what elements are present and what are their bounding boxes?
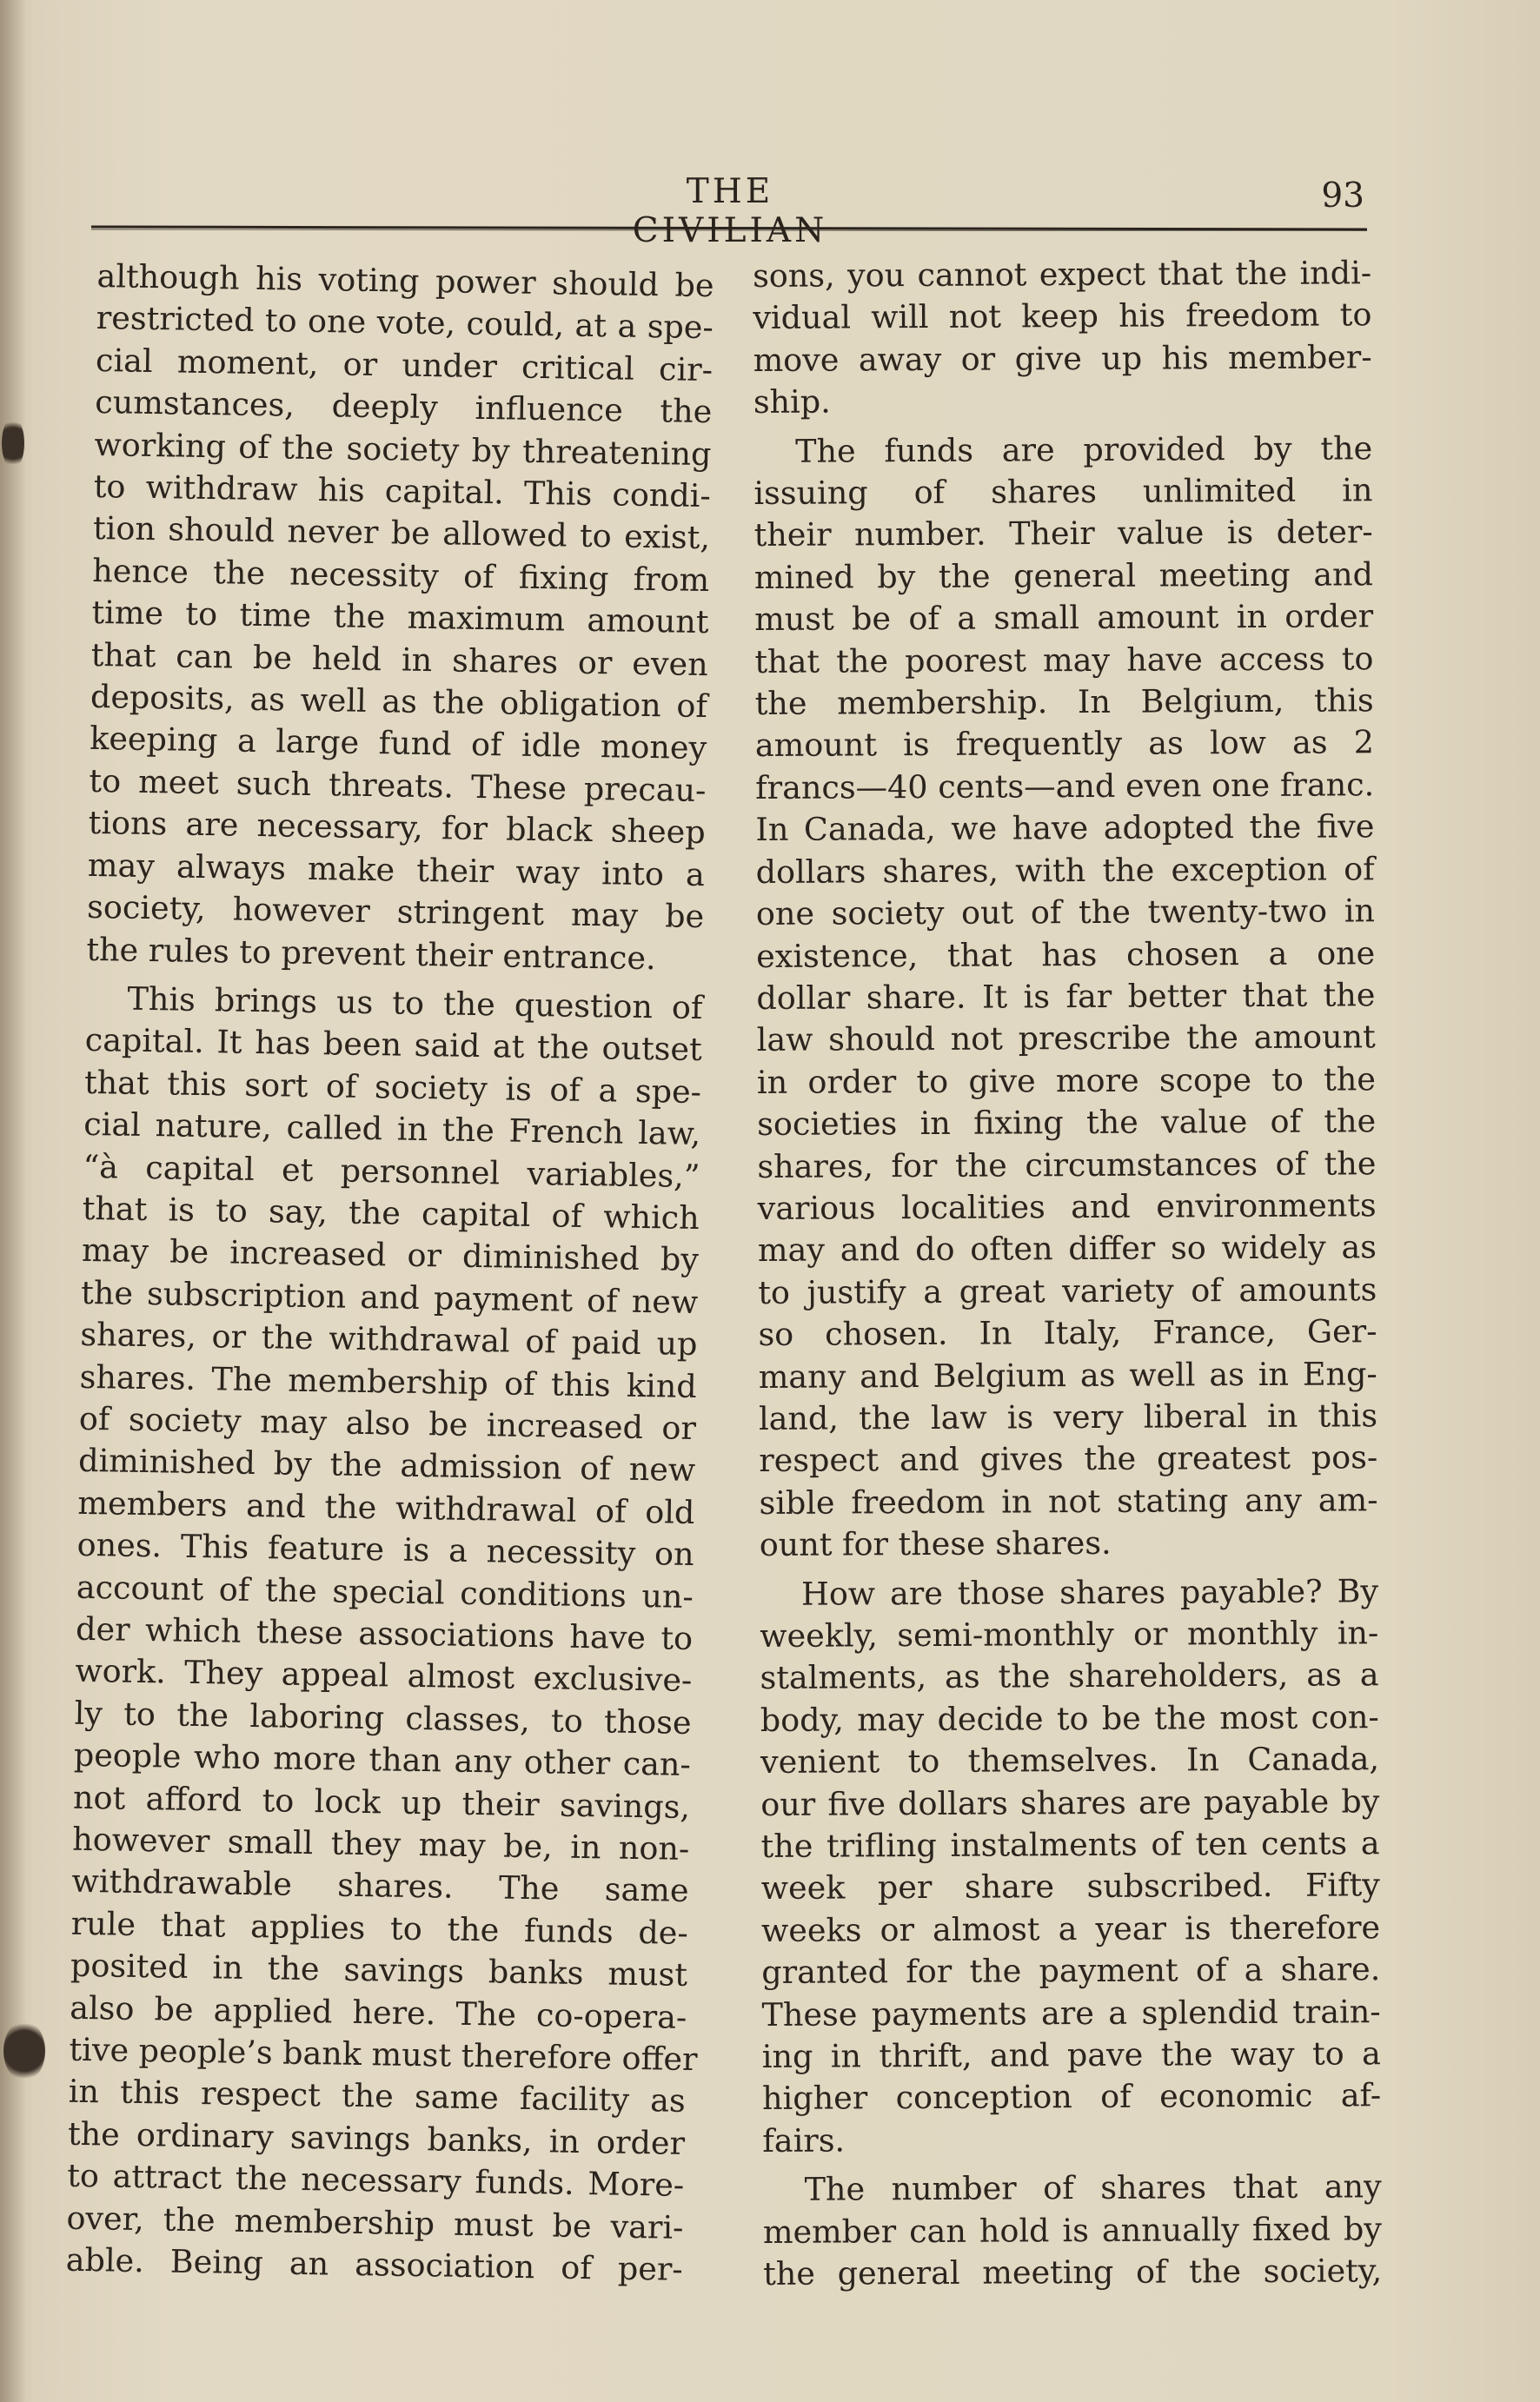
text-line: not afford to lock up their savings, xyxy=(72,1778,691,1826)
text-line: able. Being an association of per- xyxy=(65,2240,684,2288)
text-line: over, the membership must be vari- xyxy=(66,2199,684,2246)
text-line: various localities and environments xyxy=(757,1186,1377,1227)
text-line: although his voting power should be xyxy=(96,256,714,305)
text-line: in this respect the same facility as xyxy=(68,2073,687,2120)
text-line: that is to say, the capital of which xyxy=(82,1189,700,1237)
text-line: francs—40 cents—and even one franc. xyxy=(755,766,1375,806)
text-line: the subscription and payment of new xyxy=(80,1273,699,1321)
text-line: posited in the savings banks must xyxy=(70,1947,688,1994)
text-line: may be increased or diminished by xyxy=(81,1231,700,1279)
text-line: in order to give more scope to the xyxy=(756,1059,1377,1101)
text-line: member can hold is annually fixed by xyxy=(762,2209,1383,2251)
text-line: shares, or the withdrawal of paid up xyxy=(80,1316,698,1364)
text-line: fairs. xyxy=(762,2121,846,2160)
text-line: members and the withdrawal of old xyxy=(77,1483,695,1531)
text-line: amount is frequently as low as 2 xyxy=(754,723,1375,765)
page-number: 93 xyxy=(1321,176,1364,216)
text-line: weeks or almost a year is therefore xyxy=(760,1908,1381,1949)
text-line: of society may also be increased or xyxy=(78,1399,697,1447)
text-line: ship. xyxy=(753,382,831,421)
text-line: granted for the payment of a share. xyxy=(761,1950,1381,1992)
text-line: tive people’s bank must therefore offer xyxy=(69,2030,698,2079)
text-line: restricted to one vote, could, at a spe- xyxy=(96,299,714,347)
text-line: also be applied here. The co-opera- xyxy=(69,1988,687,2036)
text-line: These payments are a splendid train- xyxy=(761,1992,1381,2034)
text-line: move away or give up his member- xyxy=(753,338,1372,379)
text-line: diminished by the admission of new xyxy=(77,1442,696,1490)
text-line: dollars shares, with the exception of xyxy=(755,849,1375,891)
text-line: must be of a small amount in order xyxy=(754,597,1374,639)
text-line: deposits, as well as the obligation of xyxy=(90,678,708,726)
text-line: hence the necessity of fixing from xyxy=(91,551,710,599)
text-line: keeping a large fund of idle money xyxy=(89,720,707,767)
text-line: How are those shares payable? By xyxy=(800,1571,1379,1613)
text-line: ly to the laboring classes, to those xyxy=(74,1694,692,1742)
text-line: societies in fixing the value of the xyxy=(757,1102,1377,1144)
text-line: withdrawable shares. The same xyxy=(71,1862,689,1910)
text-line: body, may decide to be the most con- xyxy=(760,1698,1379,1739)
text-line: people who more than any other can- xyxy=(73,1736,692,1784)
text-line: This brings us to the question of xyxy=(127,979,703,1026)
text-line: stalments, as the shareholders, as a xyxy=(760,1656,1379,1697)
text-line: tions are necessary, for black sheep xyxy=(88,804,706,852)
text-line: work. They appeal almost exclusive- xyxy=(75,1652,693,1700)
text-line: their number. Their value is deter- xyxy=(753,513,1373,554)
text-line: may always make their way into a xyxy=(87,846,706,893)
text-line: working of the society by threatening xyxy=(94,425,712,473)
text-line: “à capital et personnel variables,” xyxy=(83,1147,700,1195)
text-line: week per share subscribed. Fifty xyxy=(760,1866,1380,1908)
text-line: our five dollars shares are payable by xyxy=(760,1782,1380,1823)
text-line: to justify a great variety of amounts xyxy=(758,1271,1377,1311)
text-line: venient to themselves. In Canada, xyxy=(760,1740,1380,1782)
text-line: that this sort of society is of a spe- xyxy=(83,1063,702,1111)
text-line: that can be held in shares or even xyxy=(90,635,709,683)
ink-blot xyxy=(2,417,24,469)
text-line: ount for these shares. xyxy=(759,1524,1112,1564)
text-line: tion should never be allowed to exist, xyxy=(92,509,711,557)
header-rule xyxy=(91,224,1367,231)
text-line: capital. It has been said at the outset xyxy=(84,1021,703,1069)
text-line: time to time the maximum amount xyxy=(91,594,709,641)
text-line: land, the law is very liberal in this xyxy=(758,1397,1378,1437)
text-line: The funds are provided by the xyxy=(795,428,1373,470)
text-line: account of the special conditions un- xyxy=(76,1568,694,1616)
text-line: to withdraw his capital. This condi- xyxy=(93,468,712,515)
text-line: cial nature, called in the French law, xyxy=(83,1105,701,1153)
text-line: higher conception of economic af- xyxy=(761,2076,1382,2118)
text-line: cial moment, or under critical cir- xyxy=(95,341,714,388)
text-line: shares, for the circumstances of the xyxy=(757,1144,1377,1185)
text-line: vidual will not keep his freedom to xyxy=(753,295,1372,337)
text-line: respect and gives the greatest pos- xyxy=(759,1438,1378,1480)
text-line: one society out of the twenty-two in xyxy=(755,892,1376,933)
text-line: sons, you cannot expect that the indi- xyxy=(753,254,1372,295)
text-line: cumstances, deeply influence the xyxy=(95,383,713,431)
left-column xyxy=(65,255,714,2291)
text-line: to meet such threats. These precau- xyxy=(89,761,707,809)
text-line: mined by the general meeting and xyxy=(753,555,1374,596)
text-line: the general meeting of the society, xyxy=(763,2252,1383,2293)
text-line: society, however stringent may be xyxy=(86,888,705,936)
text-line: the trifling instalments of ten cents a xyxy=(760,1824,1380,1866)
text-line: however small they may be, in non- xyxy=(72,1820,690,1868)
text-line: issuing of shares unlimited in xyxy=(753,471,1373,513)
text-line: existence, that has chosen a one xyxy=(756,933,1376,975)
text-line: rule that applies to the funds de- xyxy=(70,1904,689,1952)
text-line: the rules to prevent their entrance. xyxy=(86,930,656,977)
text-line: ones. This feature is a necessity on xyxy=(76,1526,694,1574)
text-line: the membership. In Belgium, this xyxy=(754,681,1374,723)
text-line: may and do often differ so widely as xyxy=(757,1228,1377,1270)
text-line: many and Belgium as well as in Eng- xyxy=(758,1354,1377,1396)
text-line: that the poorest may have access to xyxy=(754,639,1374,680)
text-line: sible freedom in not stating any am- xyxy=(759,1481,1378,1522)
text-line: to attract the necessary funds. More- xyxy=(66,2157,685,2205)
text-line: ing in thrift, and pave the way to a xyxy=(761,2034,1381,2076)
text-line: dollar share. It is far better that the xyxy=(756,976,1376,1017)
ink-blot xyxy=(3,2020,45,2081)
text-line: The number of shares that any xyxy=(804,2167,1382,2208)
text-line: shares. The membership of this kind xyxy=(79,1357,697,1405)
text-line: the ordinary savings banks, in order xyxy=(67,2114,686,2162)
text-line: der which these associations have to xyxy=(75,1609,694,1657)
right-column xyxy=(753,252,1382,2295)
text-line: weekly, semi-monthly or monthly in- xyxy=(760,1614,1379,1655)
text-line: so chosen. In Italy, France, Ger- xyxy=(758,1312,1377,1354)
text-line: law should not prescribe the amount xyxy=(756,1018,1376,1059)
text-line: In Canada, we have adopted the five xyxy=(755,807,1375,849)
running-head-title: THE CIVILIAN xyxy=(632,172,828,250)
